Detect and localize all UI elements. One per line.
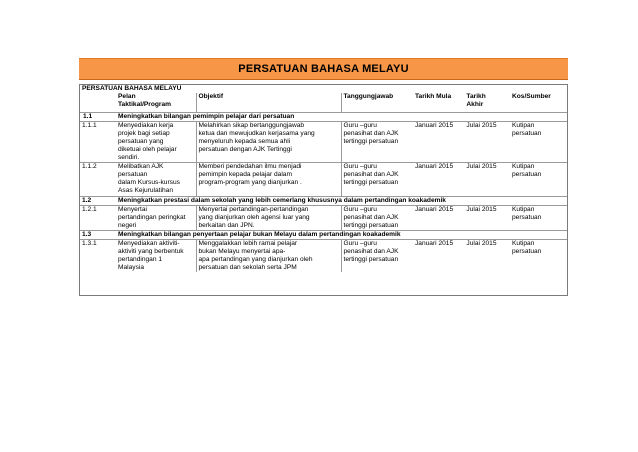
section-row: [80, 112, 567, 121]
row-objective: Menyertai pertandingan-pertandingan yang dianjurkan oleh agensi luar yang berkaitan dan JPN.: [196, 205, 341, 230]
document-title-band: [79, 58, 568, 80]
row-responsibility: Guru –guru penasihat dan AJK tertinggi persatuan: [341, 205, 413, 230]
row-number: 1.1.2: [80, 163, 116, 196]
section-number: 1.1: [80, 112, 116, 121]
section-number: 1.2: [80, 196, 116, 205]
row-cost: Kutipan persatuan: [510, 163, 567, 196]
row-plan: Menyediakan aktiviti- aktiviti yang berbentuk pertandingan 1 Malaysia: [116, 240, 196, 273]
header-number-cell: [80, 93, 116, 112]
row-dates: [413, 240, 510, 273]
row-cost: Kutipan persatuan: [512, 240, 542, 256]
header-dates: [413, 93, 510, 112]
table-row: [80, 240, 567, 273]
section-row: [80, 230, 567, 239]
row-number: 1.3.1: [82, 240, 97, 247]
row-start-date: Januari 2015: [415, 240, 454, 247]
row-end-date: Julai 2015: [466, 205, 497, 213]
row-responsibility: Guru –guru penasihat dan AJK tertinggi persatuan: [343, 240, 399, 264]
header-responsibility: Tanggungjawab: [341, 93, 413, 112]
section-title: Meningkatkan bilangan penyertaan pelajar bukan Melayu dalam pertandingan koakademik: [116, 230, 567, 239]
plan-table-frame: [79, 84, 568, 296]
row-number: 1.1.1: [80, 121, 116, 162]
row-plan: Menyediakan kerja projek bagi setiap persatuan yang diketuai oleh pelajar sendiri.: [116, 121, 196, 162]
table-row: [80, 121, 567, 162]
section-number: 1.3: [80, 230, 116, 239]
row-plan: Menyertai pertandingan peringkat negeri: [116, 205, 196, 230]
row-dates: [413, 163, 510, 196]
row-start-date: Januari 2015: [415, 205, 454, 213]
table-row: [80, 163, 567, 196]
organization-row: [80, 85, 567, 93]
row-end-date: Julai 2015: [466, 240, 497, 247]
row-plan: Melibatkan AJK persatuan dalam Kursus-kursus Asas Kejurulatihan: [116, 163, 196, 196]
plan-table: [80, 85, 567, 272]
header-plan: Pelan Taktikal/Program: [116, 93, 196, 112]
document-title: PERSATUAN BAHASA MELAYU: [238, 63, 409, 75]
row-start-date: Januari 2015: [415, 121, 454, 129]
row-end-date: Julai 2015: [466, 121, 497, 129]
header-end-date: Tarikh Akhir: [466, 93, 486, 109]
row-responsibility: Guru –guru penasihat dan AJK tertinggi persatuan: [341, 163, 413, 196]
section-title: Meningkatkan prestasi dalam sekolah yang lebih cemerlang khususnya dalam pertandingan koakademik: [116, 196, 567, 205]
row-cost: Kutipan persatuan: [510, 121, 567, 162]
section-title: Meningkatkan bilangan pemimpin pelajar dari persatuan: [116, 112, 567, 121]
header-row: [80, 93, 567, 112]
row-responsibility: Guru –guru penasihat dan AJK tertinggi persatuan: [341, 121, 413, 162]
row-number: 1.2.1: [80, 205, 116, 230]
section-row: [80, 196, 567, 205]
header-cost: Kos/Sumber: [510, 93, 567, 112]
row-objective: Memberi pendedahan ilmu menjadi pemimpin kepada pelajar dalam program-program yang dianjurkan .: [196, 163, 341, 196]
row-objective: Melahirkan sikap bertanggungjawab ketua dan mewujudkan kerjasama yang menyeluruh kepada semua ahli persatuan dengan AJK Tertinggi: [196, 121, 341, 162]
table-row: [80, 205, 567, 230]
row-start-date: Januari 2015: [415, 163, 454, 171]
header-objective: Objektif: [196, 93, 341, 112]
organization-name: PERSATUAN BAHASA MELAYU: [82, 85, 182, 92]
header-start-date: Tarikh Mula: [415, 93, 452, 101]
row-cost: Kutipan persatuan: [510, 205, 567, 230]
row-objective: Menggalakkan lebih ramai pelajar bukan Melayu menyertai apa- apa pertandingan yang dianjurkan oleh persatuan dan sekolah serta JPM: [196, 240, 341, 273]
row-end-date: Julai 2015: [466, 163, 497, 171]
row-dates: [413, 205, 510, 230]
row-dates: [413, 121, 510, 162]
